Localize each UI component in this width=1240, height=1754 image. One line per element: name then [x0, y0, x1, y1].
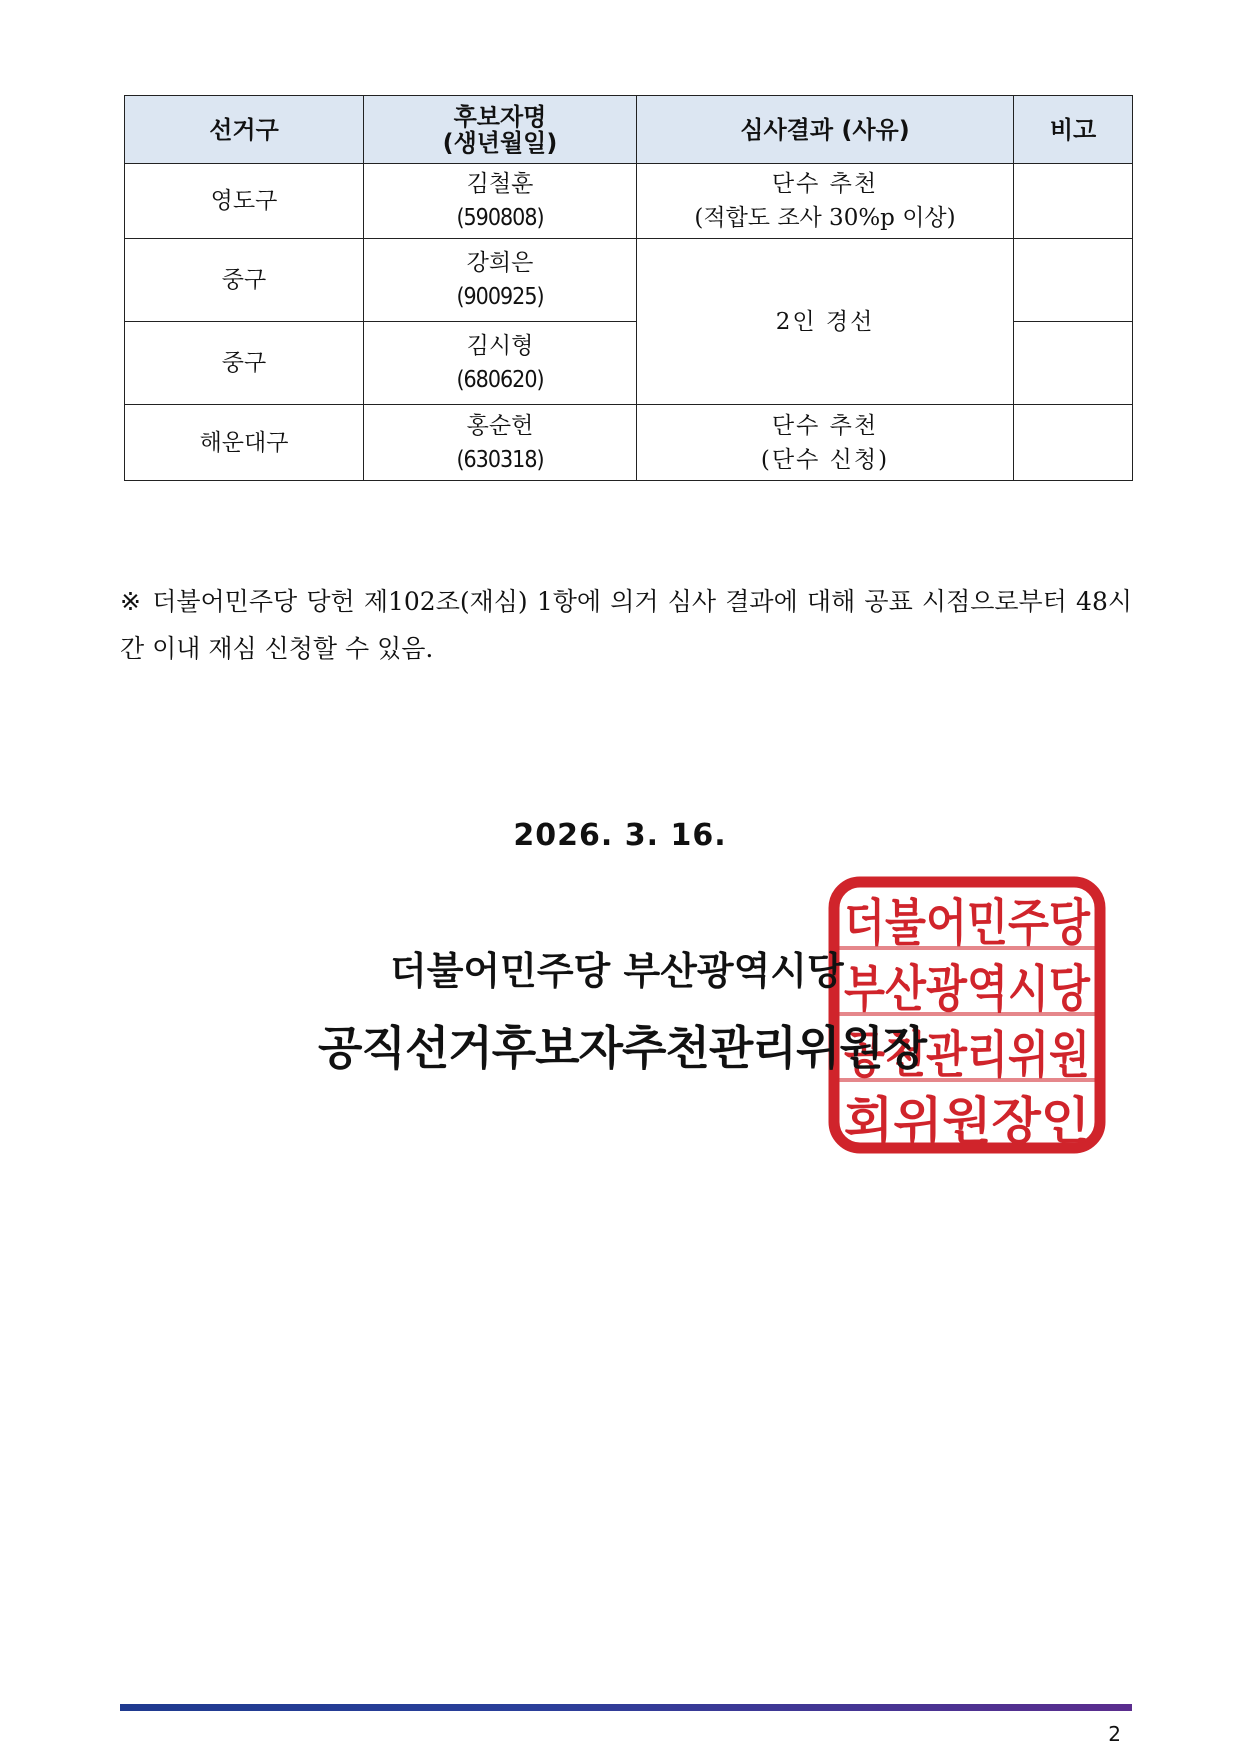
note-cell: [1014, 322, 1133, 405]
candidate-name: 김철훈: [466, 171, 534, 197]
candidate-cell: [364, 322, 637, 405]
district-cell: 해운대구: [125, 405, 364, 481]
header-district: 선거구: [125, 96, 364, 164]
note-cell: [1014, 405, 1133, 481]
candidate-cell: [364, 405, 637, 481]
candidate-birthdate: (680620): [456, 367, 544, 393]
header-result: 심사결과 (사유): [637, 96, 1014, 164]
seal-text-line-3: 공천관리위원: [844, 1026, 1090, 1084]
result-cell: [637, 405, 1014, 481]
result-cell: [637, 164, 1014, 239]
candidate-cell: [364, 164, 637, 239]
table-row: [125, 164, 1133, 239]
header-candidate: [364, 96, 637, 164]
note-cell: [1014, 164, 1133, 239]
table-header-row: [125, 96, 1133, 164]
signature-committee-chair: 공직선거후보자추천관리위원장: [318, 1021, 927, 1075]
seal-text-line-1: 더불어민주당: [844, 894, 1091, 952]
result-decision: 2인 경선: [775, 308, 875, 335]
footer-divider: [120, 1704, 1132, 1711]
result-cell-merged: [637, 239, 1014, 405]
candidate-cell: [364, 239, 637, 322]
candidate-birthdate: (590808): [456, 205, 544, 231]
appeal-notice-text: 더불어민주당 당헌 제102조(재심) 1항에 의거 심사 결과에 대해 공표 시점으로부터 48시간 이내 재심 신청할 수 있음.: [120, 587, 1133, 663]
header-note: 비고: [1014, 96, 1133, 164]
candidate-birthdate: (900925): [456, 284, 544, 310]
note-cell: [1014, 239, 1133, 322]
candidate-name: 홍순헌: [466, 412, 534, 439]
district-cell: 영도구: [125, 164, 364, 239]
candidate-name: 김시형: [466, 333, 534, 359]
issue-date: 2026. 3. 16.: [513, 818, 727, 853]
header-candidate-name: 후보자명: [453, 102, 547, 131]
candidate-birthdate: (630318): [456, 446, 544, 473]
district-cell: 중구: [125, 322, 364, 405]
candidate-name: 강희은: [466, 250, 534, 276]
seal-text-line-4: 회위원장인: [844, 1092, 1090, 1150]
result-decision: 단수 추천: [771, 412, 879, 439]
signature-organization: 더불어민주당 부산광역시당: [390, 949, 844, 993]
page-number: 2: [1108, 1722, 1121, 1746]
district-cell: 중구: [125, 239, 364, 322]
result-reason: (단수 신청): [760, 446, 890, 473]
screening-results-table: [124, 95, 1133, 481]
result-decision: 단수 추천: [771, 171, 879, 197]
table-row: [125, 405, 1133, 481]
reference-mark: ※: [120, 587, 143, 616]
appeal-notice: [120, 578, 1132, 672]
table-row: [125, 239, 1133, 322]
header-candidate-birth: (생년월일): [442, 128, 558, 157]
seal-text-line-2: 부산광역시당: [844, 960, 1091, 1018]
result-reason: (적합도 조사 30%p 이상): [694, 205, 956, 231]
